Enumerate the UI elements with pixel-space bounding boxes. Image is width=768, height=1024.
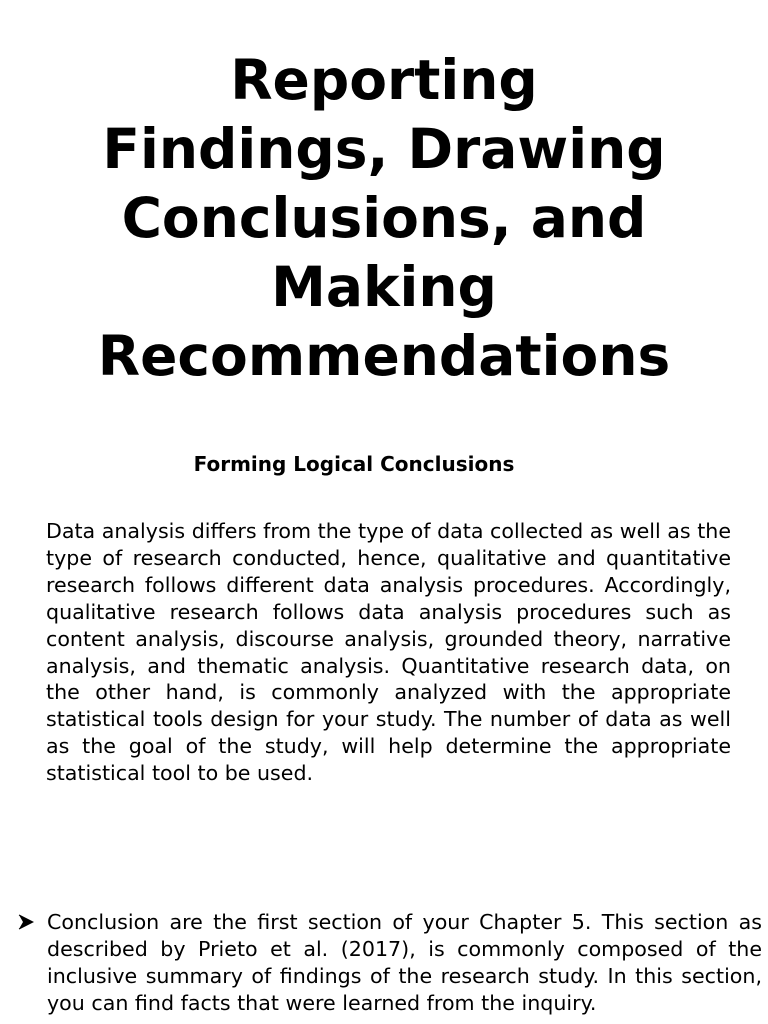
- title-line: Findings, Drawing: [102, 117, 666, 181]
- title-line: Conclusions, and: [121, 186, 647, 250]
- title-line: Recommendations: [97, 324, 671, 388]
- title-line: Making: [271, 255, 497, 319]
- arrowhead-bullet-icon: [18, 914, 34, 930]
- bullet-list: [0, 909, 768, 1017]
- document-title: [0, 46, 768, 391]
- section-heading: Forming Logical Conclusions: [193, 452, 515, 476]
- title-line: Reporting: [230, 48, 538, 112]
- body-paragraph: Data analysis differs from the type of data collected as well as the type of research conducted, hence, qualitative and quantitative research follows different data analysis procedures. Accordingly, qualitative research follows data analysis procedures such as content analysis, discourse analysis, grounded theory, narrative analysis, and thematic analysis. Quantitative research data, on the other hand, is commonly analyzed with the appropriate statistical tools design for your study. The number of data as well as the goal of the study, will help determine the appropriate statistical tool to be used.: [46, 519, 731, 786]
- bullet-text: Conclusion are the first section of your Chapter 5. This section as described by Prieto et al. (2017), is commonly composed of the inclusive summary of findings of the research study. In this section, you can find facts that were learned from the inquiry.: [47, 910, 762, 1015]
- bullet-item: [0, 909, 768, 1017]
